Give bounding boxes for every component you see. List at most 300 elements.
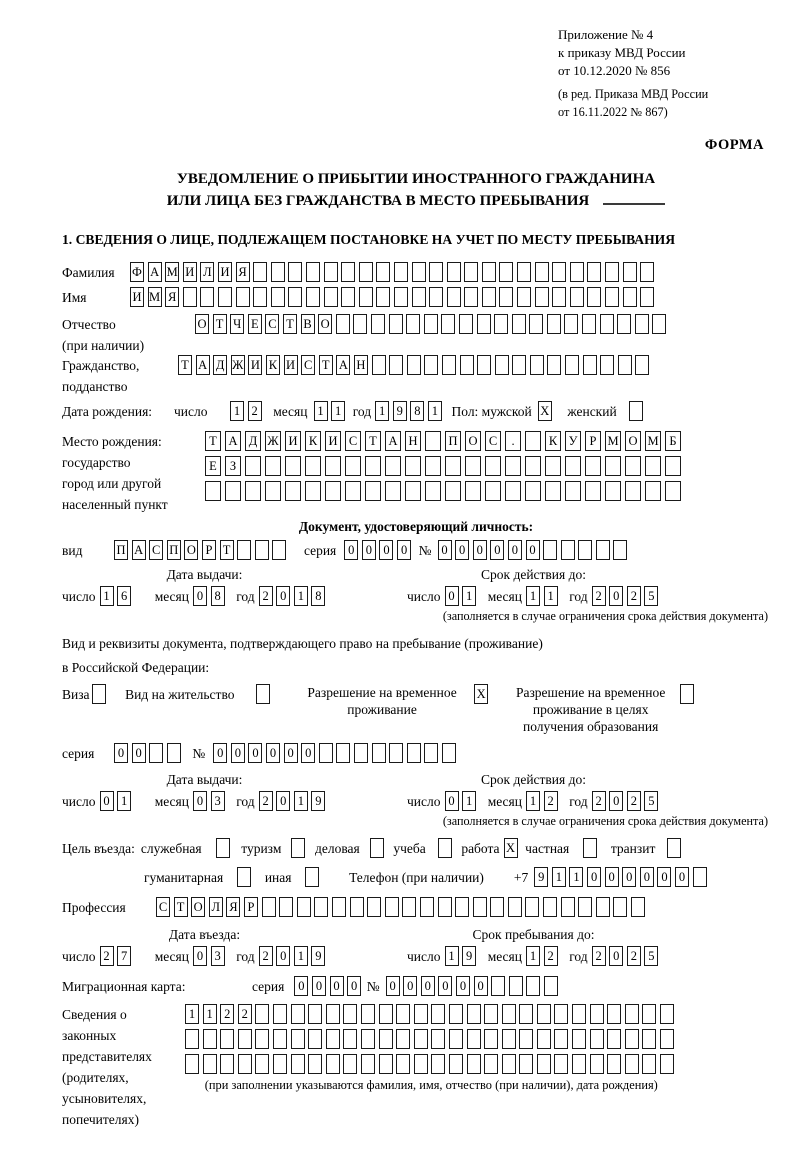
char-box[interactable] bbox=[600, 355, 614, 375]
char-box[interactable]: 2 bbox=[220, 1004, 234, 1024]
char-box[interactable]: А bbox=[385, 431, 401, 451]
char-box[interactable] bbox=[272, 540, 286, 560]
char-box[interactable] bbox=[512, 314, 526, 334]
char-box[interactable]: И bbox=[284, 355, 298, 375]
char-box[interactable]: К bbox=[266, 355, 280, 375]
char-box[interactable] bbox=[508, 897, 522, 917]
char-box[interactable] bbox=[255, 1054, 269, 1074]
char-box[interactable] bbox=[343, 1029, 357, 1049]
char-box[interactable]: 1 bbox=[552, 867, 566, 887]
char-box[interactable]: О bbox=[465, 431, 481, 451]
char-box[interactable] bbox=[245, 481, 261, 501]
char-box[interactable] bbox=[547, 314, 561, 334]
char-box[interactable] bbox=[605, 481, 621, 501]
char-box[interactable] bbox=[512, 355, 526, 375]
char-box[interactable] bbox=[660, 1004, 674, 1024]
char-box[interactable] bbox=[354, 743, 368, 763]
char-box[interactable] bbox=[502, 1004, 516, 1024]
char-box[interactable] bbox=[238, 1054, 252, 1074]
char-box[interactable] bbox=[407, 355, 421, 375]
char-box[interactable]: 0 bbox=[403, 976, 417, 996]
char-box[interactable]: Т bbox=[178, 355, 192, 375]
char-box[interactable] bbox=[372, 355, 386, 375]
char-box[interactable] bbox=[285, 456, 301, 476]
char-box[interactable]: 0 bbox=[347, 976, 361, 996]
char-box[interactable] bbox=[291, 1029, 305, 1049]
char-box[interactable]: 0 bbox=[114, 743, 128, 763]
char-box[interactable] bbox=[499, 287, 513, 307]
char-box[interactable] bbox=[590, 1029, 604, 1049]
char-box[interactable] bbox=[389, 314, 403, 334]
char-box[interactable]: 0 bbox=[379, 540, 393, 560]
char-box[interactable]: 0 bbox=[193, 586, 207, 606]
char-box[interactable] bbox=[379, 1054, 393, 1074]
char-box[interactable] bbox=[308, 1004, 322, 1024]
char-box[interactable] bbox=[341, 262, 355, 282]
char-box[interactable] bbox=[412, 287, 426, 307]
char-box[interactable]: Ж bbox=[231, 355, 245, 375]
char-box[interactable] bbox=[279, 897, 293, 917]
char-box[interactable] bbox=[291, 838, 305, 858]
char-box[interactable] bbox=[530, 355, 544, 375]
char-box[interactable] bbox=[625, 1004, 639, 1024]
char-box[interactable] bbox=[537, 1054, 551, 1074]
char-box[interactable] bbox=[618, 355, 632, 375]
char-box[interactable]: Т bbox=[213, 314, 227, 334]
char-box[interactable] bbox=[412, 262, 426, 282]
char-box[interactable]: 0 bbox=[456, 976, 470, 996]
char-box[interactable]: М bbox=[165, 262, 179, 282]
char-box[interactable] bbox=[271, 262, 285, 282]
char-box[interactable] bbox=[525, 481, 541, 501]
char-box[interactable]: Я bbox=[236, 262, 250, 282]
char-box[interactable]: 1 bbox=[526, 586, 540, 606]
char-box[interactable]: Т bbox=[319, 355, 333, 375]
char-box[interactable] bbox=[484, 1029, 498, 1049]
char-box[interactable] bbox=[605, 287, 619, 307]
char-box[interactable] bbox=[326, 1029, 340, 1049]
char-box[interactable] bbox=[652, 314, 666, 334]
char-box[interactable] bbox=[526, 976, 540, 996]
char-box[interactable] bbox=[578, 897, 592, 917]
char-box[interactable]: 8 bbox=[311, 586, 325, 606]
char-box[interactable]: 1 bbox=[569, 867, 583, 887]
char-box[interactable] bbox=[441, 314, 455, 334]
char-box[interactable]: Е bbox=[248, 314, 262, 334]
char-box[interactable] bbox=[370, 838, 384, 858]
char-box[interactable] bbox=[216, 838, 230, 858]
char-box[interactable] bbox=[625, 456, 641, 476]
char-box[interactable] bbox=[273, 1004, 287, 1024]
char-box[interactable]: О bbox=[184, 540, 198, 560]
char-box[interactable]: 0 bbox=[276, 946, 290, 966]
char-box[interactable] bbox=[314, 897, 328, 917]
char-box[interactable]: П bbox=[445, 431, 461, 451]
char-box[interactable]: О bbox=[195, 314, 209, 334]
char-box[interactable] bbox=[667, 838, 681, 858]
char-box[interactable] bbox=[623, 262, 637, 282]
char-box[interactable] bbox=[447, 287, 461, 307]
char-box[interactable]: Т bbox=[205, 431, 221, 451]
char-box[interactable] bbox=[460, 355, 474, 375]
char-box[interactable] bbox=[665, 456, 681, 476]
char-box[interactable] bbox=[361, 1054, 375, 1074]
char-box[interactable]: 0 bbox=[657, 867, 671, 887]
char-box[interactable] bbox=[572, 1029, 586, 1049]
char-box[interactable]: 0 bbox=[526, 540, 540, 560]
char-box[interactable]: И bbox=[183, 262, 197, 282]
char-box[interactable] bbox=[517, 262, 531, 282]
char-box[interactable] bbox=[425, 481, 441, 501]
char-box[interactable] bbox=[465, 481, 481, 501]
char-box[interactable]: 1 bbox=[230, 401, 244, 421]
char-box[interactable] bbox=[379, 1004, 393, 1024]
char-box[interactable]: 0 bbox=[490, 540, 504, 560]
char-box[interactable]: Л bbox=[209, 897, 223, 917]
char-box[interactable]: 0 bbox=[284, 743, 298, 763]
char-box[interactable]: М bbox=[645, 431, 661, 451]
char-box[interactable] bbox=[220, 1029, 234, 1049]
char-box[interactable] bbox=[502, 1029, 516, 1049]
char-box[interactable] bbox=[544, 976, 558, 996]
char-box[interactable] bbox=[343, 1004, 357, 1024]
char-box[interactable] bbox=[245, 456, 261, 476]
char-box[interactable] bbox=[665, 481, 681, 501]
char-box[interactable]: 7 bbox=[117, 946, 131, 966]
char-box[interactable] bbox=[237, 867, 251, 887]
char-box[interactable] bbox=[495, 355, 509, 375]
char-box[interactable]: О bbox=[318, 314, 332, 334]
char-box[interactable] bbox=[537, 1004, 551, 1024]
char-box[interactable] bbox=[255, 540, 269, 560]
char-box[interactable] bbox=[205, 481, 221, 501]
char-box[interactable] bbox=[505, 456, 521, 476]
char-box[interactable] bbox=[365, 481, 381, 501]
char-box[interactable]: 2 bbox=[259, 586, 273, 606]
char-box[interactable] bbox=[429, 287, 443, 307]
char-box[interactable] bbox=[561, 897, 575, 917]
char-box[interactable] bbox=[326, 1054, 340, 1074]
char-box[interactable] bbox=[288, 262, 302, 282]
char-box[interactable] bbox=[484, 1054, 498, 1074]
char-box[interactable] bbox=[305, 481, 321, 501]
char-box[interactable] bbox=[385, 897, 399, 917]
char-box[interactable] bbox=[273, 1054, 287, 1074]
char-box[interactable]: 9 bbox=[311, 946, 325, 966]
char-box[interactable]: Н bbox=[354, 355, 368, 375]
char-box[interactable]: 0 bbox=[605, 867, 619, 887]
char-box[interactable]: 2 bbox=[238, 1004, 252, 1024]
char-box[interactable]: Б bbox=[665, 431, 681, 451]
char-box[interactable]: И bbox=[285, 431, 301, 451]
char-box[interactable] bbox=[537, 1029, 551, 1049]
char-box[interactable] bbox=[305, 867, 319, 887]
char-box[interactable]: 0 bbox=[312, 976, 326, 996]
char-box[interactable] bbox=[572, 1054, 586, 1074]
char-box[interactable] bbox=[482, 262, 496, 282]
char-box[interactable] bbox=[554, 1029, 568, 1049]
char-box[interactable] bbox=[325, 456, 341, 476]
char-box[interactable] bbox=[693, 867, 707, 887]
char-box[interactable]: А bbox=[132, 540, 146, 560]
char-box[interactable]: X bbox=[474, 684, 488, 704]
char-box[interactable] bbox=[389, 743, 403, 763]
char-box[interactable] bbox=[459, 314, 473, 334]
char-box[interactable] bbox=[564, 314, 578, 334]
char-box[interactable] bbox=[183, 287, 197, 307]
char-box[interactable]: А bbox=[225, 431, 241, 451]
char-box[interactable] bbox=[596, 897, 610, 917]
char-box[interactable]: 0 bbox=[609, 791, 623, 811]
char-box[interactable]: К bbox=[545, 431, 561, 451]
char-box[interactable] bbox=[607, 1029, 621, 1049]
char-box[interactable] bbox=[600, 314, 614, 334]
char-box[interactable]: И bbox=[218, 262, 232, 282]
char-box[interactable] bbox=[414, 1054, 428, 1074]
char-box[interactable] bbox=[570, 287, 584, 307]
char-box[interactable]: 0 bbox=[474, 976, 488, 996]
char-box[interactable]: П bbox=[114, 540, 128, 560]
char-box[interactable] bbox=[420, 897, 434, 917]
char-box[interactable] bbox=[341, 287, 355, 307]
char-box[interactable]: 1 bbox=[462, 586, 476, 606]
char-box[interactable] bbox=[361, 1004, 375, 1024]
char-box[interactable]: С bbox=[156, 897, 170, 917]
char-box[interactable] bbox=[645, 456, 661, 476]
char-box[interactable] bbox=[517, 287, 531, 307]
char-box[interactable] bbox=[345, 481, 361, 501]
char-box[interactable] bbox=[291, 1054, 305, 1074]
char-box[interactable] bbox=[535, 262, 549, 282]
char-box[interactable]: Е bbox=[205, 456, 221, 476]
char-box[interactable] bbox=[482, 287, 496, 307]
char-box[interactable] bbox=[491, 976, 505, 996]
char-box[interactable] bbox=[255, 1004, 269, 1024]
char-box[interactable] bbox=[332, 897, 346, 917]
char-box[interactable]: 2 bbox=[544, 946, 558, 966]
char-box[interactable] bbox=[324, 287, 338, 307]
char-box[interactable]: Д bbox=[245, 431, 261, 451]
char-box[interactable] bbox=[635, 314, 649, 334]
char-box[interactable]: 0 bbox=[248, 743, 262, 763]
char-box[interactable] bbox=[256, 684, 270, 704]
char-box[interactable] bbox=[265, 456, 281, 476]
char-box[interactable] bbox=[545, 481, 561, 501]
char-box[interactable]: 1 bbox=[185, 1004, 199, 1024]
char-box[interactable] bbox=[305, 456, 321, 476]
char-box[interactable]: 0 bbox=[294, 976, 308, 996]
char-box[interactable] bbox=[406, 314, 420, 334]
char-box[interactable]: 2 bbox=[259, 791, 273, 811]
char-box[interactable] bbox=[629, 401, 643, 421]
char-box[interactable]: Я bbox=[165, 287, 179, 307]
char-box[interactable]: 1 bbox=[445, 946, 459, 966]
char-box[interactable] bbox=[236, 287, 250, 307]
char-box[interactable] bbox=[389, 355, 403, 375]
char-box[interactable] bbox=[359, 262, 373, 282]
char-box[interactable] bbox=[554, 1054, 568, 1074]
char-box[interactable]: И bbox=[248, 355, 262, 375]
char-box[interactable] bbox=[625, 481, 641, 501]
char-box[interactable]: 0 bbox=[276, 791, 290, 811]
char-box[interactable] bbox=[297, 897, 311, 917]
char-box[interactable]: Л bbox=[200, 262, 214, 282]
char-box[interactable] bbox=[464, 262, 478, 282]
char-box[interactable] bbox=[402, 897, 416, 917]
char-box[interactable]: Н bbox=[405, 431, 421, 451]
char-box[interactable]: 5 bbox=[644, 791, 658, 811]
char-box[interactable] bbox=[545, 456, 561, 476]
char-box[interactable] bbox=[484, 1004, 498, 1024]
char-box[interactable] bbox=[376, 262, 390, 282]
char-box[interactable] bbox=[447, 262, 461, 282]
char-box[interactable]: X bbox=[538, 401, 552, 421]
char-box[interactable]: С bbox=[149, 540, 163, 560]
char-box[interactable]: 8 bbox=[410, 401, 424, 421]
char-box[interactable] bbox=[92, 684, 106, 704]
char-box[interactable] bbox=[407, 743, 421, 763]
char-box[interactable]: 8 bbox=[211, 586, 225, 606]
char-box[interactable]: О bbox=[191, 897, 205, 917]
char-box[interactable]: Р bbox=[202, 540, 216, 560]
char-box[interactable] bbox=[396, 1004, 410, 1024]
char-box[interactable] bbox=[583, 355, 597, 375]
char-box[interactable]: С bbox=[301, 355, 315, 375]
char-box[interactable]: М bbox=[605, 431, 621, 451]
char-box[interactable] bbox=[590, 1004, 604, 1024]
char-box[interactable]: 0 bbox=[609, 946, 623, 966]
char-box[interactable] bbox=[438, 897, 452, 917]
char-box[interactable] bbox=[613, 897, 627, 917]
char-box[interactable]: 0 bbox=[266, 743, 280, 763]
char-box[interactable] bbox=[570, 262, 584, 282]
char-box[interactable] bbox=[578, 540, 592, 560]
char-box[interactable] bbox=[485, 481, 501, 501]
char-box[interactable]: 1 bbox=[294, 791, 308, 811]
char-box[interactable] bbox=[445, 456, 461, 476]
char-box[interactable] bbox=[467, 1029, 481, 1049]
char-box[interactable]: 2 bbox=[592, 791, 606, 811]
char-box[interactable]: 1 bbox=[331, 401, 345, 421]
char-box[interactable]: 0 bbox=[276, 586, 290, 606]
char-box[interactable] bbox=[200, 287, 214, 307]
char-box[interactable] bbox=[494, 314, 508, 334]
char-box[interactable] bbox=[499, 262, 513, 282]
char-box[interactable] bbox=[505, 481, 521, 501]
char-box[interactable] bbox=[449, 1054, 463, 1074]
char-box[interactable] bbox=[372, 743, 386, 763]
char-box[interactable]: Ч bbox=[230, 314, 244, 334]
char-box[interactable] bbox=[680, 684, 694, 704]
char-box[interactable]: 1 bbox=[526, 946, 540, 966]
char-box[interactable] bbox=[660, 1029, 674, 1049]
char-box[interactable]: 2 bbox=[592, 946, 606, 966]
char-box[interactable]: 1 bbox=[462, 791, 476, 811]
char-box[interactable]: 2 bbox=[627, 586, 641, 606]
char-box[interactable]: 1 bbox=[314, 401, 328, 421]
char-box[interactable] bbox=[429, 262, 443, 282]
char-box[interactable]: 0 bbox=[508, 540, 522, 560]
char-box[interactable] bbox=[424, 355, 438, 375]
char-box[interactable] bbox=[394, 262, 408, 282]
char-box[interactable]: А bbox=[336, 355, 350, 375]
char-box[interactable] bbox=[565, 456, 581, 476]
char-box[interactable]: П bbox=[167, 540, 181, 560]
char-box[interactable]: 0 bbox=[622, 867, 636, 887]
char-box[interactable]: . bbox=[505, 431, 521, 451]
char-box[interactable] bbox=[565, 355, 579, 375]
char-box[interactable] bbox=[225, 481, 241, 501]
char-box[interactable]: 2 bbox=[627, 791, 641, 811]
char-box[interactable] bbox=[607, 1054, 621, 1074]
char-box[interactable]: 5 bbox=[644, 946, 658, 966]
char-box[interactable]: И bbox=[325, 431, 341, 451]
char-box[interactable] bbox=[273, 1029, 287, 1049]
char-box[interactable] bbox=[255, 1029, 269, 1049]
char-box[interactable]: А bbox=[196, 355, 210, 375]
char-box[interactable] bbox=[336, 314, 350, 334]
char-box[interactable] bbox=[396, 1029, 410, 1049]
char-box[interactable] bbox=[529, 314, 543, 334]
char-box[interactable] bbox=[431, 1029, 445, 1049]
char-box[interactable]: Р bbox=[585, 431, 601, 451]
char-box[interactable] bbox=[587, 262, 601, 282]
char-box[interactable]: С bbox=[345, 431, 361, 451]
char-box[interactable]: 9 bbox=[462, 946, 476, 966]
char-box[interactable]: 9 bbox=[311, 791, 325, 811]
char-box[interactable] bbox=[583, 838, 597, 858]
char-box[interactable]: А bbox=[148, 262, 162, 282]
char-box[interactable] bbox=[343, 1054, 357, 1074]
char-box[interactable] bbox=[414, 1004, 428, 1024]
char-box[interactable]: В bbox=[301, 314, 315, 334]
char-box[interactable] bbox=[565, 481, 581, 501]
char-box[interactable]: Я bbox=[226, 897, 240, 917]
char-box[interactable]: Т bbox=[283, 314, 297, 334]
char-box[interactable] bbox=[167, 743, 181, 763]
char-box[interactable] bbox=[253, 262, 267, 282]
char-box[interactable]: 9 bbox=[393, 401, 407, 421]
char-box[interactable]: З bbox=[225, 456, 241, 476]
char-box[interactable] bbox=[285, 481, 301, 501]
char-box[interactable] bbox=[203, 1054, 217, 1074]
char-box[interactable]: 0 bbox=[473, 540, 487, 560]
char-box[interactable]: 2 bbox=[592, 586, 606, 606]
char-box[interactable] bbox=[490, 897, 504, 917]
char-box[interactable] bbox=[561, 540, 575, 560]
char-box[interactable] bbox=[617, 314, 631, 334]
char-box[interactable]: С bbox=[265, 314, 279, 334]
char-box[interactable]: Т bbox=[174, 897, 188, 917]
char-box[interactable]: 0 bbox=[344, 540, 358, 560]
char-box[interactable] bbox=[326, 1004, 340, 1024]
char-box[interactable]: 0 bbox=[421, 976, 435, 996]
char-box[interactable]: Д bbox=[213, 355, 227, 375]
char-box[interactable]: 0 bbox=[330, 976, 344, 996]
char-box[interactable] bbox=[185, 1054, 199, 1074]
char-box[interactable] bbox=[519, 1004, 533, 1024]
char-box[interactable]: 0 bbox=[640, 867, 654, 887]
char-box[interactable] bbox=[350, 897, 364, 917]
char-box[interactable] bbox=[642, 1004, 656, 1024]
char-box[interactable]: Ф bbox=[130, 262, 144, 282]
char-box[interactable] bbox=[424, 743, 438, 763]
char-box[interactable]: 1 bbox=[117, 791, 131, 811]
char-box[interactable] bbox=[425, 431, 441, 451]
char-box[interactable] bbox=[308, 1054, 322, 1074]
char-box[interactable] bbox=[623, 287, 637, 307]
char-box[interactable]: И bbox=[130, 287, 144, 307]
